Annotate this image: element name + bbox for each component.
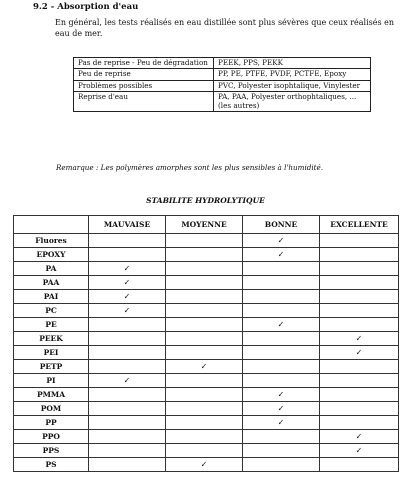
stability-row bbox=[14, 234, 399, 248]
rating-cell-moyenne bbox=[166, 304, 243, 318]
polymer-label: Fluores bbox=[14, 234, 89, 248]
header-mauvaise: MAUVAISE bbox=[89, 216, 166, 234]
stability-row bbox=[14, 458, 399, 472]
rating-cell-moyenne bbox=[166, 276, 243, 290]
stability-row bbox=[14, 248, 399, 262]
rating-cell-excellente bbox=[320, 402, 399, 416]
checkmark-icon: ✓ bbox=[200, 362, 208, 371]
header-excellente: EXCELLENTE bbox=[320, 216, 399, 234]
checkmark-icon: ✓ bbox=[355, 446, 363, 455]
rating-cell-excellente bbox=[320, 374, 399, 388]
stability-row bbox=[14, 262, 399, 276]
uptake-materials: PA, PAA, Polyester orthophtaliques, ...(les autres) bbox=[214, 92, 371, 112]
intro-paragraph: En général, les tests réalisés en eau distillée sont plus sévères que ceux réalisés en eau de mer. bbox=[55, 18, 395, 38]
rating-cell-excellente bbox=[320, 276, 399, 290]
polymer-label: PAA bbox=[14, 276, 89, 290]
rating-cell-excellente bbox=[320, 346, 399, 360]
rating-cell-bonne bbox=[243, 304, 320, 318]
stability-header-row bbox=[14, 216, 399, 234]
rating-cell-moyenne bbox=[166, 430, 243, 444]
rating-cell-moyenne bbox=[166, 262, 243, 276]
rating-cell-mauvaise bbox=[89, 318, 166, 332]
stability-row bbox=[14, 304, 399, 318]
rating-cell-bonne bbox=[243, 374, 320, 388]
rating-cell-bonne bbox=[243, 458, 320, 472]
checkmark-icon: ✓ bbox=[277, 236, 285, 245]
uptake-materials: PEEK, PPS, PEKK bbox=[214, 58, 371, 69]
rating-cell-moyenne bbox=[166, 332, 243, 346]
stability-row bbox=[14, 276, 399, 290]
checkmark-icon: ✓ bbox=[355, 432, 363, 441]
checkmark-icon: ✓ bbox=[123, 292, 131, 301]
stability-row bbox=[14, 374, 399, 388]
checkmark-icon: ✓ bbox=[123, 376, 131, 385]
rating-cell-mauvaise bbox=[89, 346, 166, 360]
uptake-materials: PP, PE, PTFE, PVDF, PCTFE, Epoxy bbox=[214, 69, 371, 80]
rating-cell-mauvaise bbox=[89, 234, 166, 248]
uptake-category: Pas de reprise - Peu de dégradation bbox=[74, 58, 214, 69]
stability-row bbox=[14, 360, 399, 374]
checkmark-icon: ✓ bbox=[200, 460, 208, 469]
polymer-label: PPO bbox=[14, 430, 89, 444]
rating-cell-bonne bbox=[243, 234, 320, 248]
rating-cell-excellente bbox=[320, 262, 399, 276]
rating-cell-mauvaise bbox=[89, 402, 166, 416]
header-corner bbox=[14, 216, 89, 234]
rating-cell-excellente bbox=[320, 248, 399, 262]
polymer-label: PEI bbox=[14, 346, 89, 360]
rating-cell-mauvaise bbox=[89, 262, 166, 276]
water-uptake-table bbox=[73, 57, 371, 112]
rating-cell-mauvaise bbox=[89, 304, 166, 318]
header-moyenne: MOYENNE bbox=[166, 216, 243, 234]
polymer-label: EPOXY bbox=[14, 248, 89, 262]
rating-cell-mauvaise bbox=[89, 430, 166, 444]
rating-cell-bonne bbox=[243, 430, 320, 444]
rating-cell-bonne bbox=[243, 276, 320, 290]
checkmark-icon: ✓ bbox=[277, 390, 285, 399]
rating-cell-mauvaise bbox=[89, 416, 166, 430]
remark-note: Remarque : Les polymères amorphes sont les plus sensibles à l'humidité. bbox=[56, 163, 324, 172]
stability-row bbox=[14, 290, 399, 304]
rating-cell-excellente bbox=[320, 458, 399, 472]
rating-cell-moyenne bbox=[166, 290, 243, 304]
rating-cell-moyenne bbox=[166, 234, 243, 248]
rating-cell-mauvaise bbox=[89, 388, 166, 402]
rating-cell-bonne bbox=[243, 332, 320, 346]
rating-cell-excellente bbox=[320, 332, 399, 346]
rating-cell-excellente bbox=[320, 444, 399, 458]
stability-row bbox=[14, 318, 399, 332]
section-title: 9.2 - Absorption d'eau bbox=[33, 2, 139, 12]
polymer-label: PETP bbox=[14, 360, 89, 374]
rating-cell-mauvaise bbox=[89, 444, 166, 458]
stability-row bbox=[14, 402, 399, 416]
rating-cell-excellente bbox=[320, 304, 399, 318]
rating-cell-excellente bbox=[320, 290, 399, 304]
polymer-label: PEEK bbox=[14, 332, 89, 346]
checkmark-icon: ✓ bbox=[277, 404, 285, 413]
rating-cell-bonne bbox=[243, 416, 320, 430]
rating-cell-bonne bbox=[243, 262, 320, 276]
water-uptake-row bbox=[74, 58, 371, 69]
rating-cell-bonne bbox=[243, 360, 320, 374]
uptake-category: Problèmes possibles bbox=[74, 80, 214, 91]
water-uptake-row bbox=[74, 80, 371, 91]
rating-cell-bonne bbox=[243, 248, 320, 262]
rating-cell-moyenne bbox=[166, 388, 243, 402]
rating-cell-moyenne bbox=[166, 402, 243, 416]
water-uptake-row bbox=[74, 92, 371, 112]
rating-cell-excellente bbox=[320, 360, 399, 374]
uptake-materials: PVC, Polyester isophtalique, Vinylester bbox=[214, 80, 371, 91]
checkmark-icon: ✓ bbox=[277, 418, 285, 427]
rating-cell-moyenne bbox=[166, 248, 243, 262]
checkmark-icon: ✓ bbox=[355, 348, 363, 357]
stability-table-title: STABILITE HYDROLYTIQUE bbox=[146, 196, 265, 205]
stability-row bbox=[14, 332, 399, 346]
water-uptake-row bbox=[74, 69, 371, 80]
rating-cell-moyenne bbox=[166, 444, 243, 458]
rating-cell-moyenne bbox=[166, 318, 243, 332]
polymer-label: PMMA bbox=[14, 388, 89, 402]
polymer-label: PAI bbox=[14, 290, 89, 304]
rating-cell-mauvaise bbox=[89, 276, 166, 290]
rating-cell-excellente bbox=[320, 416, 399, 430]
stability-row bbox=[14, 444, 399, 458]
stability-row bbox=[14, 430, 399, 444]
rating-cell-bonne bbox=[243, 444, 320, 458]
polymer-label: PE bbox=[14, 318, 89, 332]
stability-row bbox=[14, 346, 399, 360]
rating-cell-excellente bbox=[320, 234, 399, 248]
checkmark-icon: ✓ bbox=[123, 306, 131, 315]
rating-cell-moyenne bbox=[166, 360, 243, 374]
rating-cell-moyenne bbox=[166, 374, 243, 388]
polymer-label: POM bbox=[14, 402, 89, 416]
checkmark-icon: ✓ bbox=[123, 278, 131, 287]
polymer-label: PI bbox=[14, 374, 89, 388]
rating-cell-mauvaise bbox=[89, 374, 166, 388]
rating-cell-bonne bbox=[243, 318, 320, 332]
rating-cell-mauvaise bbox=[89, 290, 166, 304]
rating-cell-bonne bbox=[243, 346, 320, 360]
polymer-label: PS bbox=[14, 458, 89, 472]
polymer-label: PC bbox=[14, 304, 89, 318]
rating-cell-mauvaise bbox=[89, 458, 166, 472]
polymer-label: PP bbox=[14, 416, 89, 430]
header-bonne: BONNE bbox=[243, 216, 320, 234]
rating-cell-bonne bbox=[243, 388, 320, 402]
stability-row bbox=[14, 388, 399, 402]
hydrolytic-stability-table bbox=[13, 215, 399, 472]
checkmark-icon: ✓ bbox=[355, 334, 363, 343]
stability-row bbox=[14, 416, 399, 430]
rating-cell-mauvaise bbox=[89, 248, 166, 262]
uptake-category: Peu de reprise bbox=[74, 69, 214, 80]
rating-cell-moyenne bbox=[166, 416, 243, 430]
rating-cell-excellente bbox=[320, 388, 399, 402]
uptake-category: Reprise d'eau bbox=[74, 92, 214, 112]
rating-cell-bonne bbox=[243, 402, 320, 416]
rating-cell-moyenne bbox=[166, 346, 243, 360]
rating-cell-bonne bbox=[243, 290, 320, 304]
checkmark-icon: ✓ bbox=[123, 264, 131, 273]
rating-cell-mauvaise bbox=[89, 332, 166, 346]
rating-cell-mauvaise bbox=[89, 360, 166, 374]
rating-cell-excellente bbox=[320, 318, 399, 332]
rating-cell-excellente bbox=[320, 430, 399, 444]
rating-cell-moyenne bbox=[166, 458, 243, 472]
polymer-label: PA bbox=[14, 262, 89, 276]
checkmark-icon: ✓ bbox=[277, 320, 285, 329]
checkmark-icon: ✓ bbox=[277, 250, 285, 259]
polymer-label: PPS bbox=[14, 444, 89, 458]
